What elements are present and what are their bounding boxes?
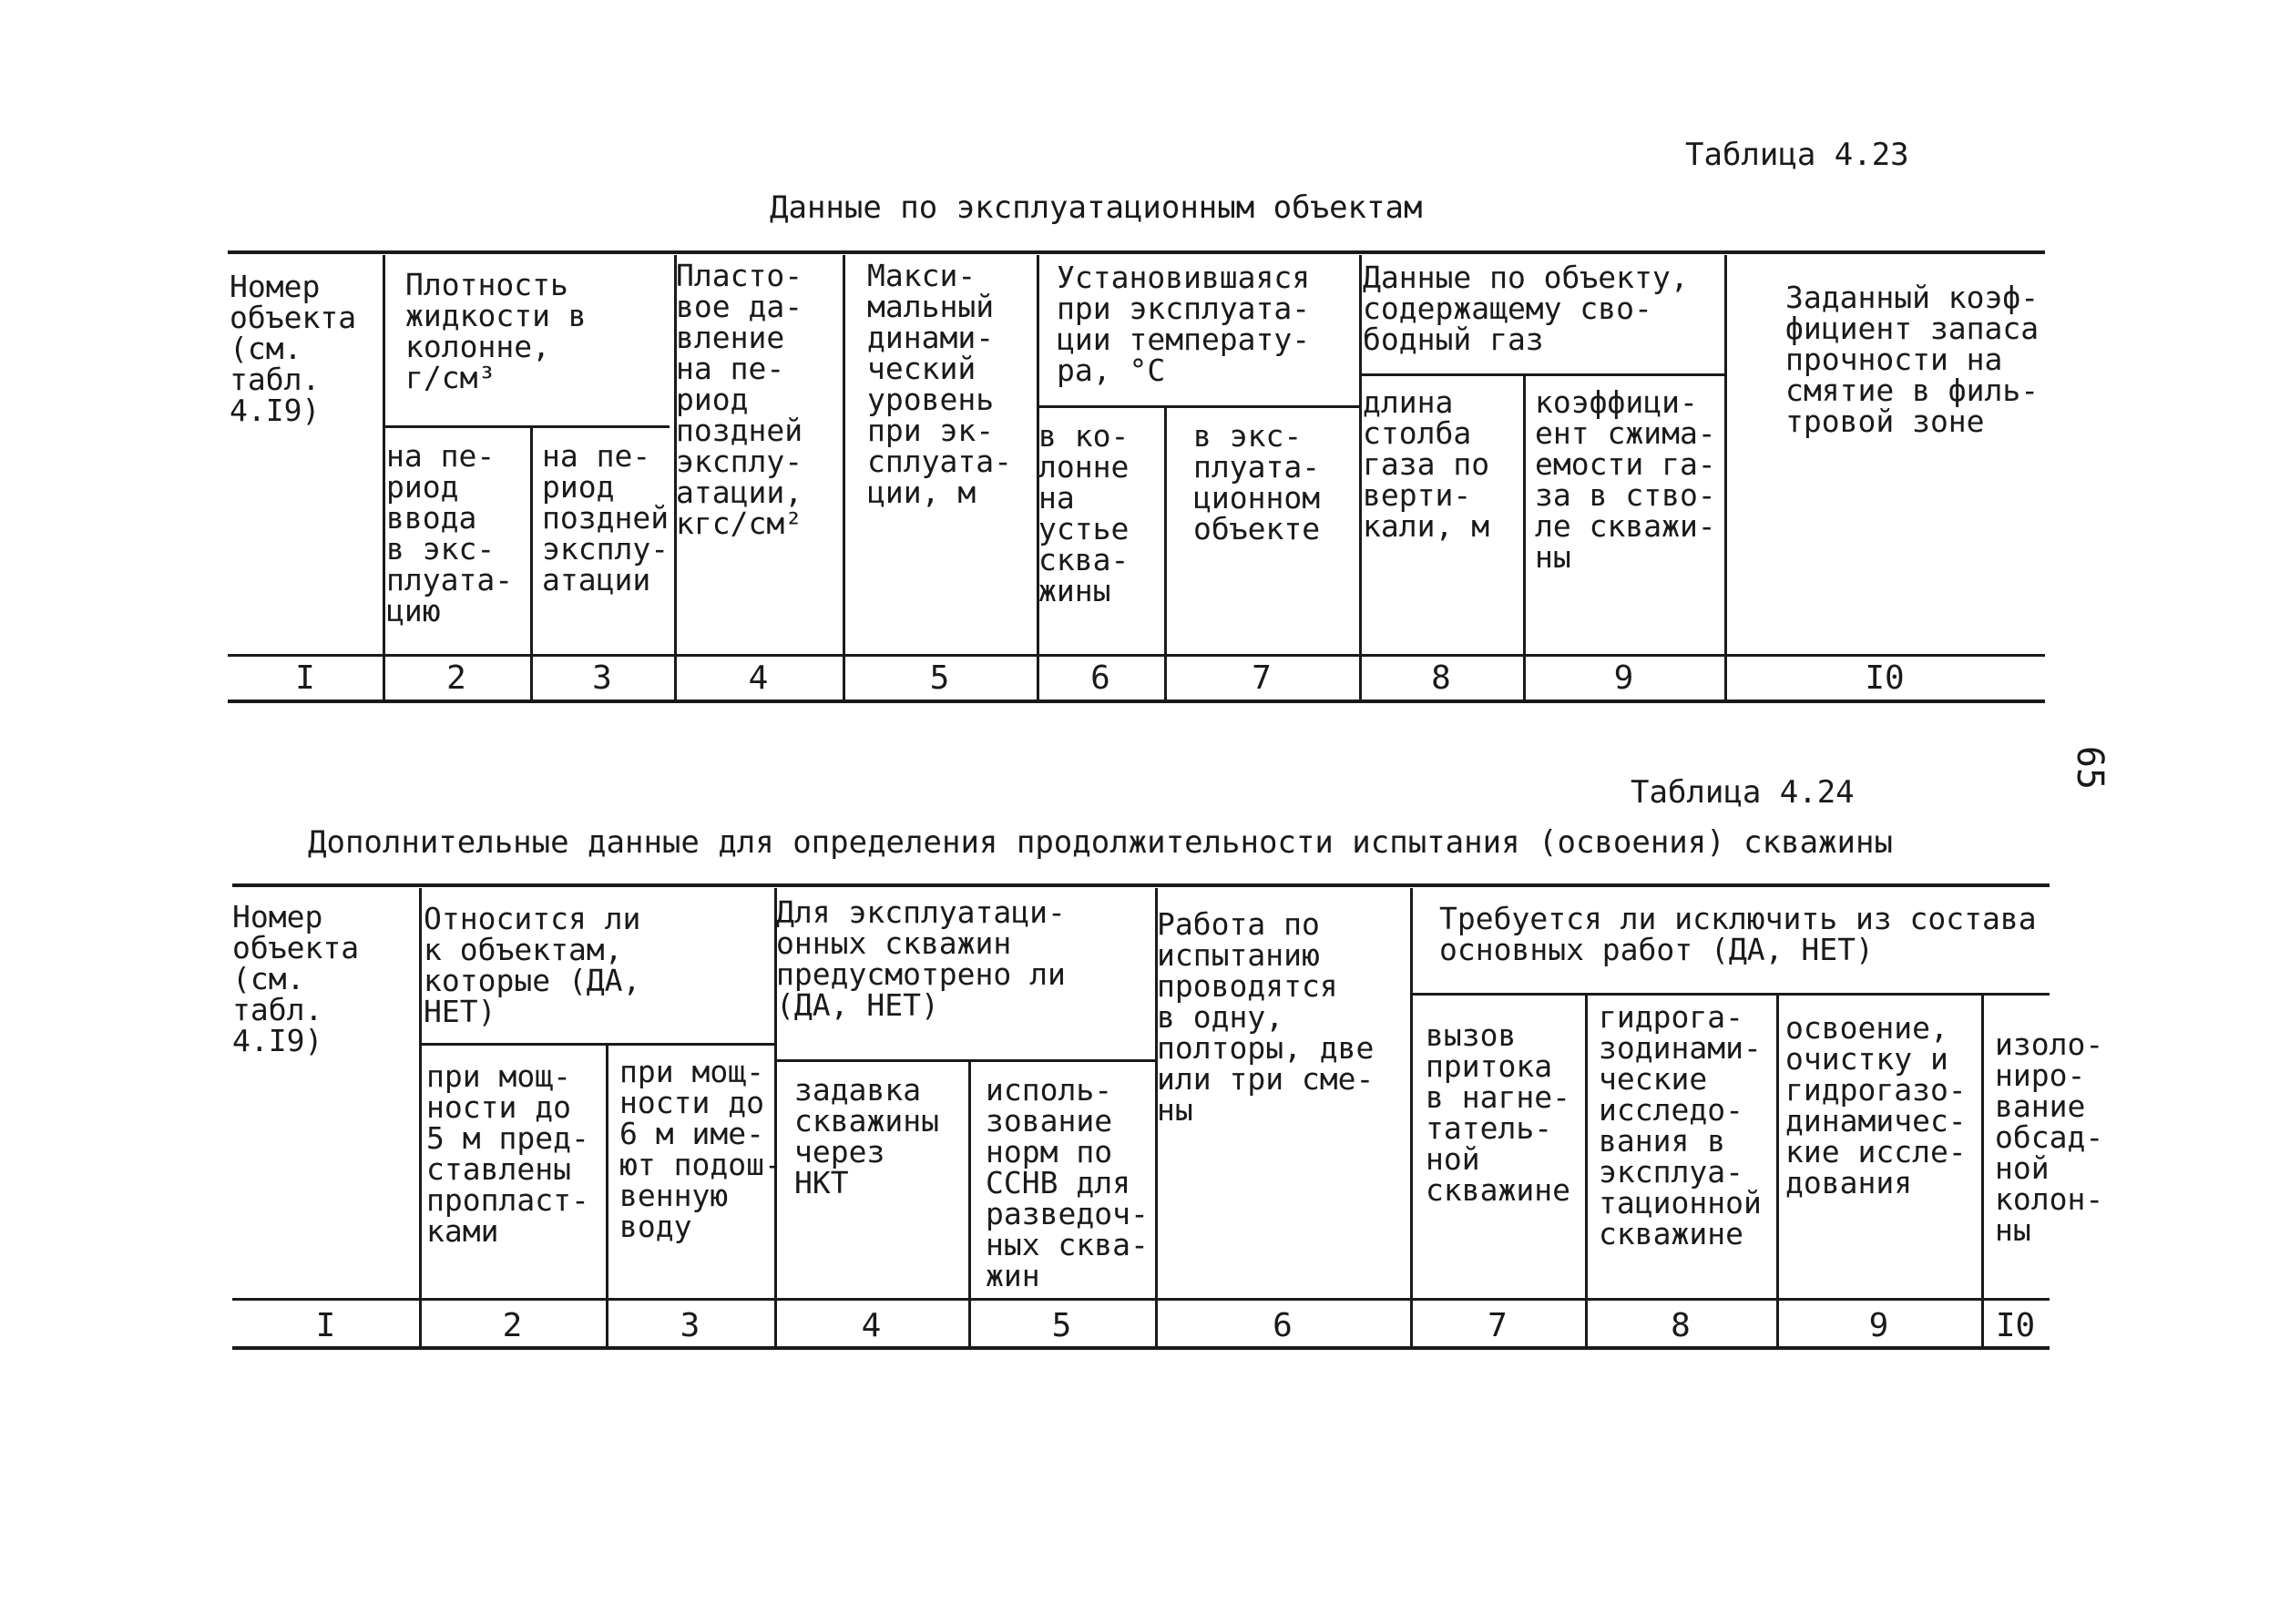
t423-header-reservoir-pressure: Пласто- вое да- вление на пе- риод поздней эксплу- атации, кгс/см² bbox=[676, 258, 803, 541]
t424-col-num: 5 bbox=[1051, 1307, 1072, 1344]
t424-header-production-wells: Для эксплуатаци- онных скважин предусмотрено ли (ДА, НЕТ) bbox=[776, 894, 1066, 1023]
t424-col-num: 6 bbox=[1273, 1307, 1293, 1344]
t423-header-density-start: на пе- риод ввода в экс- плуата- цию bbox=[386, 438, 514, 628]
t424-header-inflow-call: вызов притока в нагне- татель- ной скважине bbox=[1426, 1017, 1570, 1208]
t423-header-temperature: Установившаяся при эксплуата- ции температу- ра, °С bbox=[1057, 260, 1311, 388]
t423-col-num: 2 bbox=[446, 659, 466, 697]
t424-header-thickness-5m: при мощ- ности до 5 м пред- ставлены пропласт- ками bbox=[426, 1058, 589, 1249]
t423-col-num: I0 bbox=[1865, 659, 1905, 697]
t423-header-temp-wellhead: в ко- лонне на устье сква- жины bbox=[1038, 418, 1130, 608]
t423-header-free-gas: Данные по объекту, содержащему сво- бодный газ bbox=[1363, 260, 1689, 357]
t423-header-liquid-density: Плотность жидкости в колонне, г/см³ bbox=[405, 267, 587, 395]
t423-header-gas-column: длина столба газа по верти- кали, м bbox=[1363, 384, 1490, 544]
t424-header-tubing-kill: задавка скважины через НКТ bbox=[794, 1072, 939, 1200]
t423-col-num: 9 bbox=[1613, 659, 1634, 697]
t424-header-thickness-6m: при мощ- ности до 6 м име- ют подош- венную воду bbox=[619, 1054, 782, 1244]
t424-header-hydro-research: гидрога- зодинами- ческие исследо- вания в эксплуа- тационной скважине bbox=[1599, 999, 1762, 1251]
t423-col-num: I bbox=[295, 659, 315, 697]
table-4-24-title: Дополнительные данные для определения продолжительности испытания (освоения) скважины bbox=[308, 824, 1893, 861]
t424-header-development: освоение, очистку и гидрогазо- динамичес- кие иссле- дования bbox=[1785, 1010, 1967, 1200]
t424-col-num: 9 bbox=[1868, 1307, 1889, 1344]
t423-header-gas-compressibility: коэффици- ент сжима- емости га- за в ство- ле скважи- ны bbox=[1535, 384, 1716, 575]
t424-header-norms-usage: исполь- зование норм по ССНВ для разведоч- ных сква- жин bbox=[986, 1072, 1149, 1293]
t424-col-num: 4 bbox=[861, 1307, 882, 1344]
t424-col-num: I bbox=[315, 1307, 336, 1344]
t423-col-num: 4 bbox=[748, 659, 769, 697]
t423-col-num: 8 bbox=[1431, 659, 1451, 697]
t423-header-dynamic-level: Макси- мальный динами- ческий уровень при эк- сплуата- ции, м bbox=[867, 258, 1012, 510]
t424-col-num: 8 bbox=[1671, 1307, 1691, 1344]
t424-header-belongs-to: Относится ли к объектам, которые (ДА, НЕТ) bbox=[424, 901, 641, 1029]
t424-col-num: 2 bbox=[502, 1307, 523, 1344]
t423-col-num: 6 bbox=[1090, 659, 1110, 697]
table-4-23-title: Данные по эксплуатационным объектам bbox=[770, 189, 1423, 226]
t423-col-num: 3 bbox=[592, 659, 612, 697]
t424-header-work-shifts: Работа по испытанию проводятся в одну, полторы, две или три сме- ны bbox=[1157, 906, 1375, 1128]
t423-header-object-number: Номер объекта (см. табл. 4.I9) bbox=[230, 269, 357, 428]
t423-header-density-late: на пе- риод поздней эксплу- атации bbox=[542, 438, 670, 598]
t424-col-num: 7 bbox=[1488, 1307, 1508, 1344]
t424-header-object-number: Номер объекта (см. табл. 4.I9) bbox=[232, 899, 360, 1058]
t424-header-casing-isolation: изоло- ниро- вание обсад- ной колон- ны bbox=[1995, 1026, 2104, 1248]
t423-col-num: 7 bbox=[1252, 659, 1272, 697]
t424-col-num: 3 bbox=[680, 1307, 700, 1344]
table-4-23-label: Таблица 4.23 bbox=[1685, 137, 1909, 173]
t423-header-safety-factor: Заданный коэф- фициент запаса прочности на смятие в филь- тровой зоне bbox=[1785, 280, 2040, 439]
t424-col-num: I0 bbox=[1995, 1307, 2036, 1344]
page-number: 65 bbox=[2069, 745, 2111, 791]
t424-header-exclude-works: Требуется ли исключить из состава основных работ (ДА, НЕТ) bbox=[1439, 901, 2037, 967]
table-4-24-label: Таблица 4.24 bbox=[1631, 774, 1855, 811]
t423-header-temp-formation: в экс- плуата- ционном объекте bbox=[1193, 418, 1321, 546]
t423-col-num: 5 bbox=[929, 659, 950, 697]
